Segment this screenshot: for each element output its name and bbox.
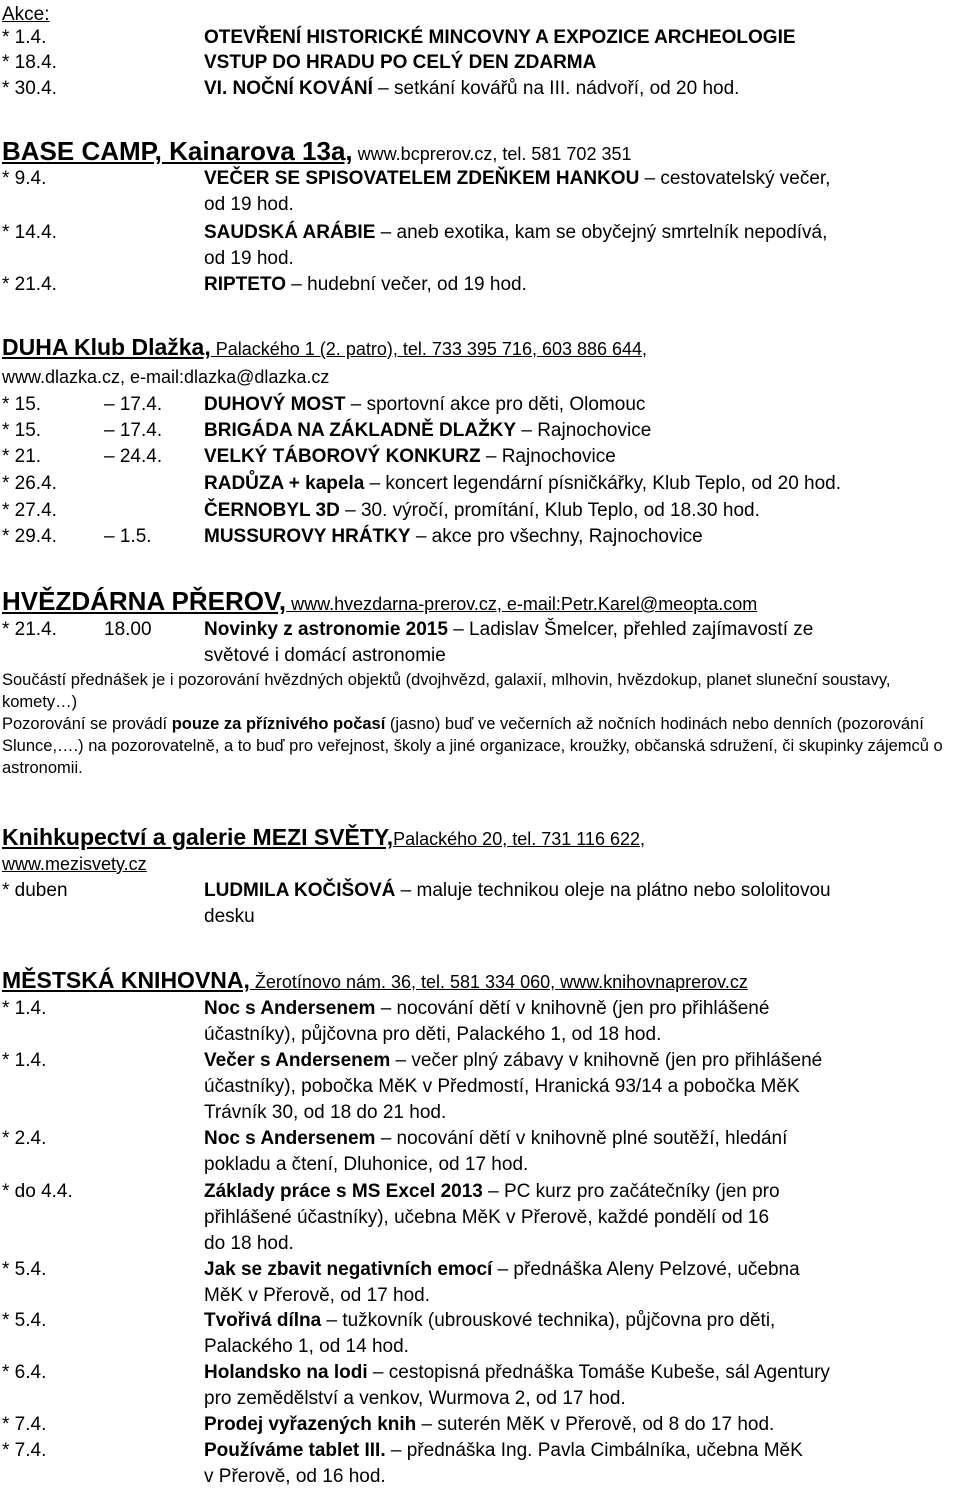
event-description: – večer plný zábavy v knihovně (jen pro přihlášené — [390, 1050, 823, 1071]
event-description-cont: v Přerově, od 16 hod. — [204, 1466, 386, 1487]
event-description: – přednáška Ing. Pavla Cimbálníka, učebna MěK — [385, 1440, 803, 1461]
event-description-cont: do 18 hod. — [204, 1233, 294, 1254]
event-date: * 21.4. — [2, 619, 57, 640]
event-description-cont: pro zemědělství a venkov, Wurmova 2, od 17 hod. — [204, 1388, 626, 1409]
event-title: Prodej vyřazených knih — [204, 1414, 417, 1435]
event-date: * 9.4. — [2, 168, 47, 189]
event-title: VELKÝ TÁBOROVÝ KONKURZ — [204, 446, 481, 467]
hvezdarna-paragraph — [2, 713, 952, 779]
venue-name: BASE CAMP, Kainarova 13a, — [2, 136, 353, 166]
venue-name: MĚSTSKÁ KNIHOVNA, — [2, 967, 250, 993]
event-date: * 26.4. — [2, 473, 57, 494]
event-description-cont: účastníky), pobočka MěK v Předmostí, Hranická 93/14 a pobočka MěK — [204, 1076, 800, 1097]
event-date: * 21. — [2, 446, 42, 467]
event-description: – cestopisná přednáška Tomáše Kubeše, sál Agentury — [367, 1362, 830, 1383]
venue-contact: www.hvezdarna-prerov.cz, e-mail:Petr.Karel@meopta.com — [286, 594, 758, 614]
event-description-cont: světové i domácí astronomie — [204, 645, 446, 666]
event-description-cont: od 19 hod. — [204, 248, 294, 269]
paragraph-text: (jasno) buď ve večerních až nočních hodinách nebo denních (pozorování Slunce,….) na pozorovatelně, a to buď pro veřejnost, školy a jiné organizace, kroužky, občanská sdružení, či skupinky zájemců o astronomii. — [2, 715, 943, 777]
event-date: * 1.4. — [2, 1050, 47, 1071]
event-date: * 1.4. — [2, 27, 47, 48]
event-description: – nocování dětí v knihovně (jen pro přihlášené — [375, 998, 770, 1019]
event-description: – maluje technikou oleje na plátno nebo sololitovou — [395, 880, 831, 901]
event-title: Noc s Andersenem — [204, 998, 376, 1019]
event-description: – Ladislav Šmelcer, přehled zajímavostí ze — [447, 619, 814, 640]
event-title: Holandsko na lodi — [204, 1362, 368, 1383]
event-description-cont: pokladu a čtení, Dluhonice, od 17 hod. — [204, 1154, 529, 1175]
venue-name: HVĚZDÁRNA PŘEROV, — [2, 586, 287, 616]
event-description: – akce pro všechny, Rajnochovice — [410, 526, 703, 547]
event-date-end: – 1.5. — [104, 526, 152, 547]
event-description-cont: Trávník 30, od 18 do 21 hod. — [204, 1102, 447, 1123]
event-date: * do 4.4. — [2, 1181, 73, 1202]
venue-web: www.dlazka.cz, e-mail:dlazka@dlazka.cz — [2, 367, 330, 387]
event-date: * 29.4. — [2, 526, 57, 547]
event-description: – nocování dětí v knihovně plné soutěží, hledání — [375, 1128, 788, 1149]
venue-name: Knihkupectví a galerie MEZI SVĚTY, — [2, 824, 394, 850]
event-date: * 21.4. — [2, 274, 57, 295]
event-description: – cestovatelský večer, — [639, 168, 831, 189]
event-date: * 18.4. — [2, 52, 57, 73]
venue-contact: Palackého 1 (2. patro), tel. 733 395 716, 603 886 644, — [210, 339, 648, 359]
event-date-end: – 17.4. — [104, 394, 163, 415]
hvezdarna-paragraph: Součástí přednášek je i pozorování hvězdných objektů (dvojhvězd, galaxií, mlhovin, hvězdokup, planet sluneční soustavy, komety…) — [2, 671, 891, 711]
event-date: * 7.4. — [2, 1414, 47, 1435]
event-title: SAUDSKÁ ARÁBIE — [204, 222, 376, 243]
event-title: Novinky z astronomie 2015 — [204, 619, 448, 640]
event-description-cont: desku — [204, 906, 255, 927]
event-description-cont: MěK v Přerově, od 17 hod. — [204, 1285, 431, 1306]
event-description: – Rajnochovice — [480, 446, 616, 467]
event-description: – koncert legendární písničkářky, Klub Teplo, od 20 hod. — [364, 473, 842, 494]
event-date: * 7.4. — [2, 1440, 47, 1461]
event-title: VSTUP DO HRADU PO CELÝ DEN ZDARMA — [204, 52, 597, 73]
venue-contact: Palackého 20, tel. 731 116 622, — [393, 829, 645, 849]
event-description-cont: přihlášené účastníky), učebna MěK v Přerově, každé pondělí od 16 — [204, 1207, 770, 1228]
event-title: RIPTETO — [204, 274, 286, 295]
event-title: Noc s Andersenem — [204, 1128, 376, 1149]
event-date: * 15. — [2, 420, 42, 441]
event-description: – PC kurz pro začátečníky (jen pro — [482, 1181, 780, 1202]
event-title: RADŮZA + kapela — [204, 473, 365, 494]
event-title: ČERNOBYL 3D — [204, 500, 340, 521]
event-description: – aneb exotika, kam se obyčejný smrtelník nepodívá, — [375, 222, 828, 243]
event-title: OTEVŘENÍ HISTORICKÉ MINCOVNY A EXPOZICE ARCHEOLOGIE — [204, 27, 796, 48]
event-description-cont: Palackého 1, od 14 hod. — [204, 1336, 409, 1357]
event-date: * duben — [2, 880, 68, 901]
event-description: – sportovní akce pro děti, Olomouc — [345, 394, 646, 415]
event-date: * 6.4. — [2, 1362, 47, 1383]
event-title: Základy práce s MS Excel 2013 — [204, 1181, 483, 1202]
event-title: Používáme tablet III. — [204, 1440, 386, 1461]
event-description: – setkání kovářů na III. nádvoří, od 20 hod. — [372, 78, 740, 99]
event-date-end: – 17.4. — [104, 420, 163, 441]
paragraph-text: Pozorování se provádí — [2, 715, 172, 733]
event-title: MUSSUROVY HRÁTKY — [204, 526, 411, 547]
event-date: * 14.4. — [2, 222, 57, 243]
event-date: * 2.4. — [2, 1128, 47, 1149]
event-title: VEČER SE SPISOVATELEM ZDEŇKEM HANKOU — [204, 168, 640, 189]
event-description: – 30. výročí, promítání, Klub Teplo, od 18.30 hod. — [339, 500, 760, 521]
event-date-end: – 24.4. — [104, 446, 163, 467]
event-title: BRIGÁDA NA ZÁKLADNĚ DLAŽKY — [204, 420, 517, 441]
event-title: LUDMILA KOČIŠOVÁ — [204, 880, 396, 901]
event-date: * 5.4. — [2, 1310, 47, 1331]
event-description: – přednáška Aleny Pelzové, učebna — [492, 1259, 800, 1280]
event-title: Tvořivá dílna — [204, 1310, 322, 1331]
venue-contact: www.bcprerov.cz, tel. 581 702 351 — [352, 144, 632, 164]
event-description: – suterén MěK v Přerově, od 8 do 17 hod. — [416, 1414, 775, 1435]
event-date: * 5.4. — [2, 1259, 47, 1280]
event-title: DUHOVÝ MOST — [204, 394, 346, 415]
akce-heading: Akce: — [2, 4, 50, 25]
event-date: * 1.4. — [2, 998, 47, 1019]
venue-name: DUHA Klub Dlažka, — [2, 334, 211, 360]
event-date: * 30.4. — [2, 78, 57, 99]
event-title: Jak se zbavit negativních emocí — [204, 1259, 493, 1280]
venue-web: www.mezisvety.cz — [2, 854, 147, 874]
event-description: – Rajnochovice — [516, 420, 652, 441]
event-title: Večer s Andersenem — [204, 1050, 391, 1071]
event-description-cont: účastníky), půjčovna pro děti, Palackého 1, od 18 hod. — [204, 1024, 662, 1045]
event-date: * 27.4. — [2, 500, 57, 521]
event-title: VI. NOČNÍ KOVÁNÍ — [204, 78, 373, 99]
event-description-cont: od 19 hod. — [204, 194, 294, 215]
paragraph-emphasis: pouze za příznivého počasí — [171, 715, 386, 733]
venue-contact: Žerotínovo nám. 36, tel. 581 334 060, www.knihovnaprerov.cz — [249, 972, 748, 992]
event-time: 18.00 — [104, 619, 152, 640]
event-date: * 15. — [2, 394, 42, 415]
event-description: – hudební večer, od 19 hod. — [286, 274, 527, 295]
event-description: – tužkovník (ubrouskové technika), půjčovna pro děti, — [321, 1310, 776, 1331]
